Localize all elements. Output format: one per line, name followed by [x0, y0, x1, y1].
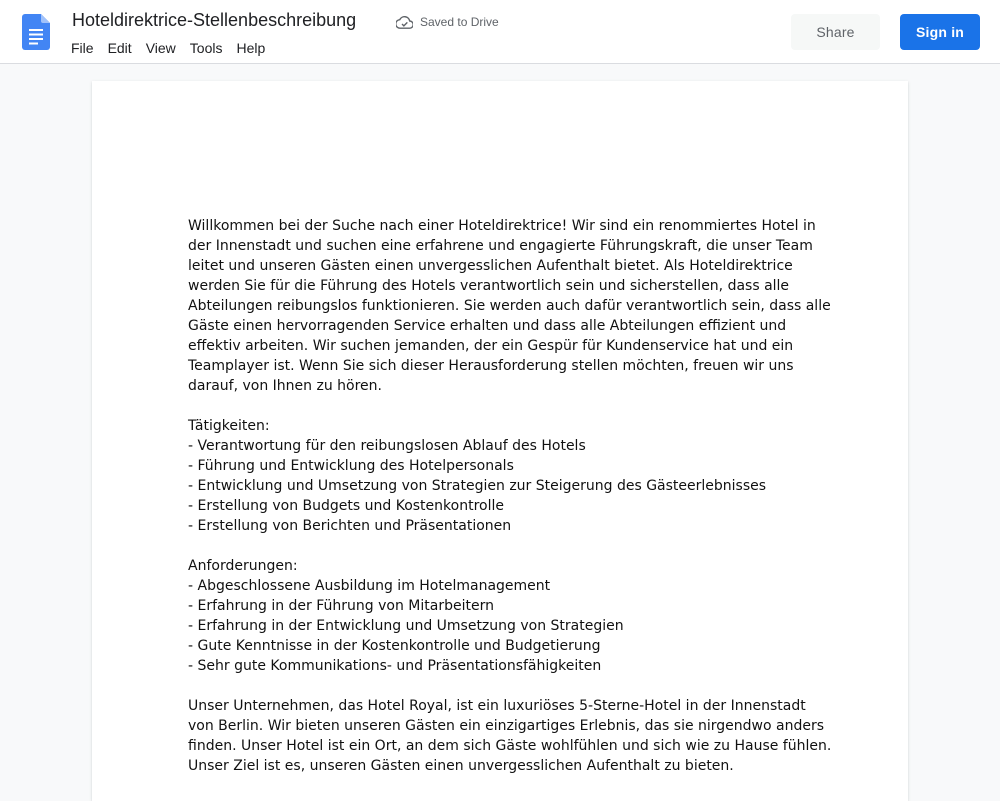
company-line: Unser Ziel ist es, unseren Gästen einen unvergesslichen Aufenthalt zu bieten.: [188, 758, 734, 774]
intro-line: effektiv arbeiten. Wir suchen jemanden, der ein Gespür für Kundenservice hat und ein: [188, 338, 794, 354]
top-bar: [0, 0, 1000, 64]
share-button[interactable]: Share: [791, 14, 880, 50]
paragraph-gap: [188, 536, 818, 556]
paragraph-gap: [188, 676, 818, 696]
intro-line: werden Sie für die Führung des Hotels verantwortlich sein und sicherstellen, dass alle: [188, 278, 790, 294]
menu-tools[interactable]: Tools: [189, 40, 223, 56]
cloud-done-icon: [396, 16, 413, 29]
save-status[interactable]: [396, 14, 499, 30]
company-line: Unser Unternehmen, das Hotel Royal, ist ein luxuriöses 5-Sterne-Hotel in der Innenstadt: [188, 698, 806, 714]
intro-line: Willkommen bei der Suche nach einer Hoteldirektrice! Wir sind ein renommiertes Hotel in: [188, 218, 816, 234]
task-item: - Verantwortung für den reibungslosen Ablauf des Hotels: [188, 438, 586, 454]
document-body[interactable]: [188, 216, 832, 776]
requirements-heading: Anforderungen:: [188, 558, 298, 574]
menu-help[interactable]: Help: [236, 40, 266, 56]
intro-line: Gäste einen hervorragenden Service erhalten und dass alle Abteilungen effizient und: [188, 318, 787, 334]
intro-line: Teamplayer ist. Wenn Sie sich dieser Herausforderung stellen möchten, freuen wir uns: [188, 358, 794, 374]
task-item: - Entwicklung und Umsetzung von Strategien zur Steigerung des Gästeerlebnisses: [188, 478, 767, 494]
sign-in-button[interactable]: Sign in: [900, 14, 980, 50]
requirement-item: - Gute Kenntnisse in der Kostenkontrolle und Budgetierung: [188, 638, 601, 654]
company-line: finden. Unser Hotel ist ein Ort, an dem sich Gäste wohlfühlen und sich wie zu Hause fühlen.: [188, 738, 832, 754]
requirement-item: - Erfahrung in der Führung von Mitarbeitern: [188, 598, 494, 614]
menu-view[interactable]: View: [145, 40, 176, 56]
menu-file[interactable]: File: [71, 40, 94, 56]
requirement-item: - Sehr gute Kommunikations- und Präsentationsfähigkeiten: [188, 658, 602, 674]
task-item: - Erstellung von Budgets und Kostenkontrolle: [188, 498, 504, 514]
task-item: - Führung und Entwicklung des Hotelpersonals: [188, 458, 514, 474]
tasks-heading: Tätigkeiten:: [188, 418, 270, 434]
document-title[interactable]: Hoteldirektrice-Stellenbeschreibung: [72, 10, 357, 30]
company-line: von Berlin. Wir bieten unseren Gästen ein einzigartiges Erlebnis, das sie nirgendwo anders: [188, 718, 825, 734]
menu-edit[interactable]: Edit: [107, 40, 132, 56]
document-page[interactable]: [92, 81, 908, 801]
intro-line: der Innenstadt und suchen eine erfahrene und engagierte Führungskraft, die unser Team: [188, 238, 813, 254]
task-item: - Erstellung von Berichten und Präsentationen: [188, 518, 512, 534]
intro-line: leitet und unseren Gästen einen unvergesslichen Aufenthalt bietet. Als Hoteldirektrice: [188, 258, 793, 274]
requirement-item: - Erfahrung in der Entwicklung und Umsetzung von Strategien: [188, 618, 624, 634]
requirement-item: - Abgeschlossene Ausbildung im Hotelmanagement: [188, 578, 551, 594]
paragraph-gap: [188, 396, 818, 416]
menu-bar: [64, 38, 272, 58]
intro-line: darauf, von Ihnen zu hören.: [188, 378, 382, 394]
save-status-label: Saved to Drive: [420, 15, 499, 29]
google-docs-icon[interactable]: [22, 14, 50, 50]
intro-line: Abteilungen reibungslos funktionieren. Sie werden auch dafür verantwortlich sein, dass alle: [188, 298, 831, 314]
